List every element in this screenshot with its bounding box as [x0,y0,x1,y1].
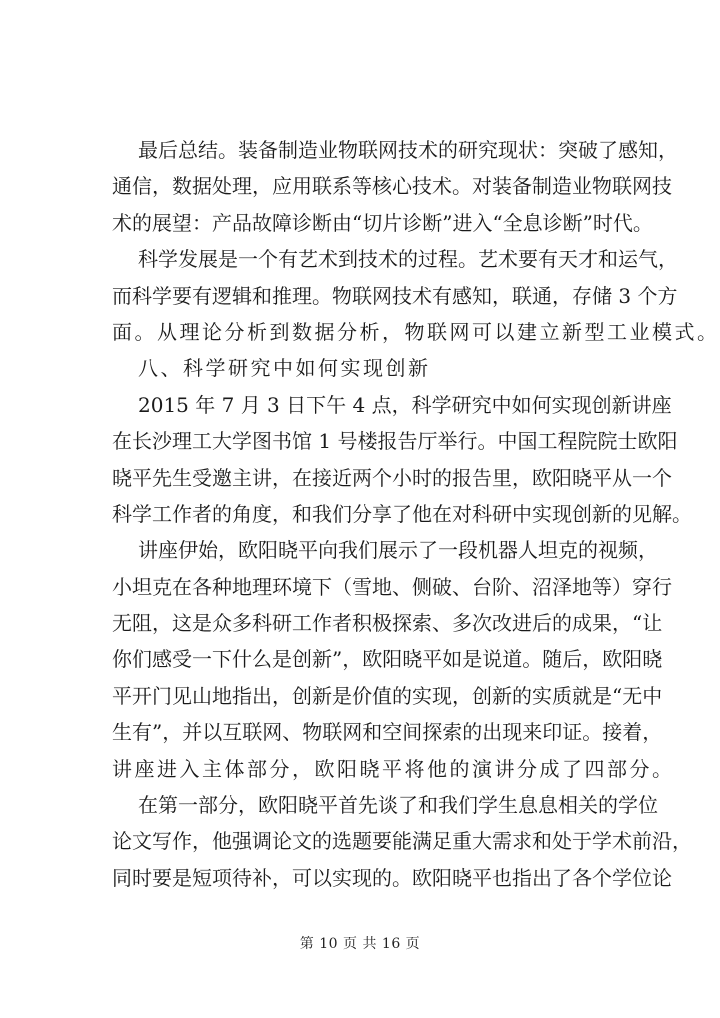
text-line: 最后总结。装备制造业物联网技术的研究现状：突破了感知， [138,138,678,162]
text-line: 晓平先生受邀主讲，在接近两个小时的报告里，欧阳晓平从一个 [112,465,672,490]
text-line: 论文写作，他强调论文的选题要能满足重大需求和处于学术前沿， [112,829,692,854]
document-body [112,132,720,896]
section-heading [112,350,612,386]
text-line: 通信，数据处理，应用联系等核心技术。对装备制造业物联网技 [112,174,672,199]
text-line: 在第一部分，欧阳晓平首先谈了和我们学生息息相关的学位 [138,793,658,818]
text-line: 讲座伊始，欧阳晓平向我们展示了一段机器人坦克的视频， [138,538,658,563]
paragraph-lecture-intro [112,387,692,533]
paragraph-part-one [112,787,692,896]
paragraph-conclusion [112,132,678,241]
heading-text: 八、科学研究中如何实现创新 [138,356,431,381]
paragraph-science-art [112,241,720,350]
text-line: 而科学要有逻辑和推理。物联网技术有感知，联通，存储 3 个方 [112,283,678,308]
text-line: 科学发展是一个有艺术到技术的过程。艺术要有天才和运气， [138,247,678,272]
text-line: 无阻，这是众多科研工作者积极探索、多次改进后的成果，“让 [112,611,663,636]
text-line: 面。从理论分析到数据分析，物联网可以建立新型工业模式。 [112,319,720,344]
paragraph-lecture-start [112,532,675,787]
text-line: 小坦克在各种地理环境下（雪地、侧破、台阶、沼泽地等）穿行 [112,574,672,599]
text-line: 平开门见山地指出，创新是价值的实现，创新的实质就是“无中 [112,683,663,708]
text-line: 2015 年 7 月 3 日下午 4 点，科学研究中如何实现创新讲座 [138,392,672,417]
text-line: 在长沙理工大学图书馆 1 号楼报告厅举行。中国工程院院士欧阳 [112,429,678,454]
text-line: 同时要是短项待补，可以实现的。欧阳晓平也指出了各个学位论 [112,865,672,890]
text-line: 生有”，并以互联网、物联网和空间探索的出现来印证。接着， [112,720,663,745]
page-number-footer: 第 10 页 共 16 页 [299,936,421,952]
text-line: 你们感受一下什么是创新”，欧阳晓平如是说道。随后，欧阳晓 [112,647,663,672]
text-line: 讲座进入主体部分，欧阳晓平将他的演讲分成了四部分。 [112,756,675,781]
text-line: 科学工作者的角度，和我们分享了他在对科研中实现创新的见解。 [112,501,692,526]
text-line: 术的展望：产品故障诊断由“切片诊断”进入“全息诊断”时代。 [112,210,653,235]
